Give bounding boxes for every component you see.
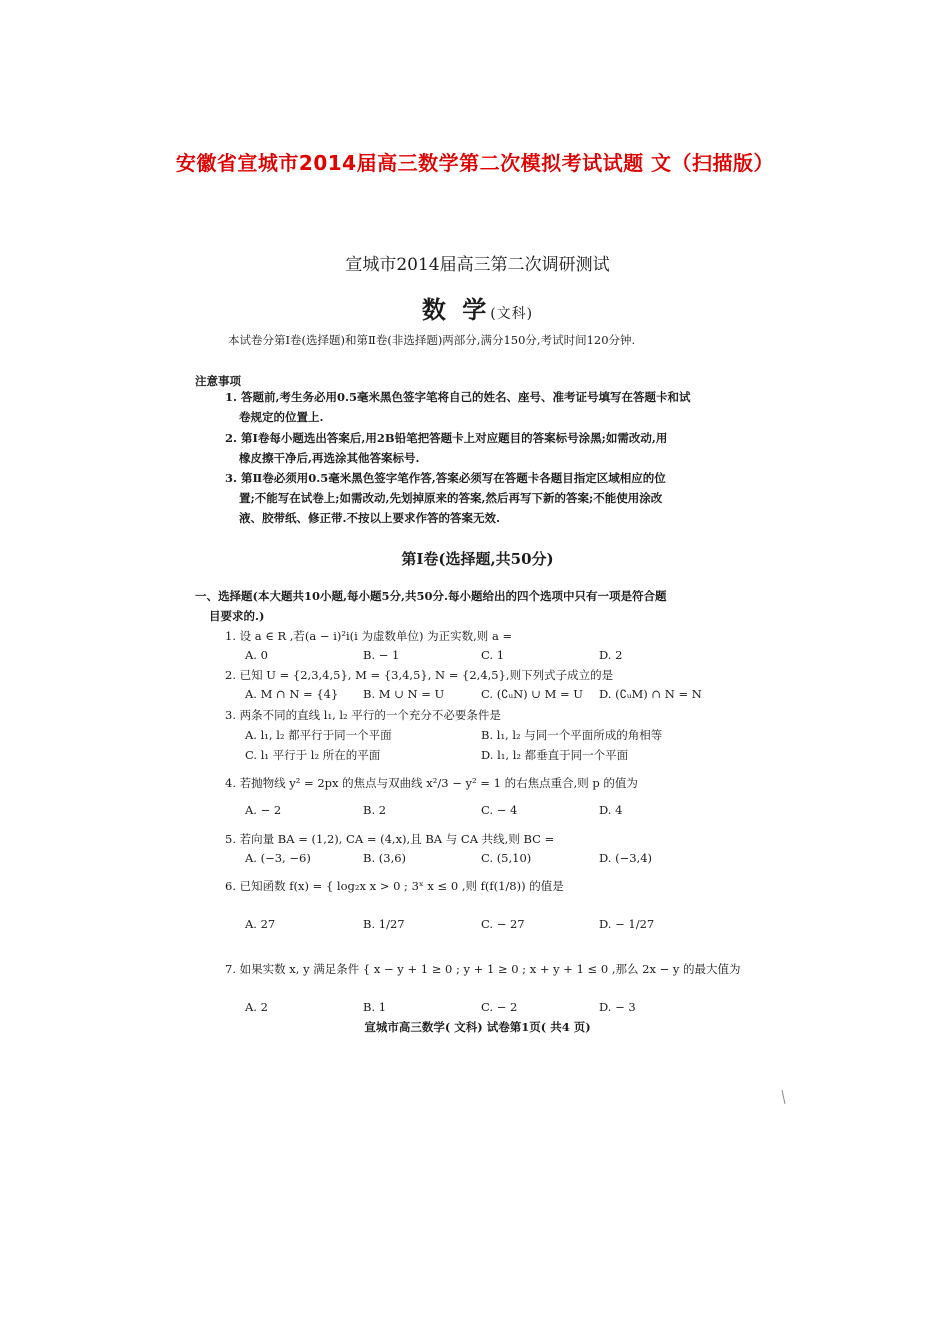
option-b: B. − 1	[363, 648, 400, 662]
notice-line: 3. 第Ⅱ卷必须用0.5毫米黑色签字笔作答,答案必须写在答题卡各题目指定区域相应的位	[225, 471, 666, 485]
subject-sub: (文科)	[490, 306, 534, 322]
question-stem: 5. 若向量 BA = (1,2), CA = (4,x),且 BA 与 CA 共线,则 BC =	[225, 832, 555, 846]
option-d: D. 4	[599, 803, 623, 817]
option-a: A. 27	[245, 917, 276, 931]
option-a: A. − 2	[245, 803, 282, 817]
notice-line: 置;不能写在试卷上;如需改动,先划掉原来的答案,然后再写下新的答案;不能使用涂改	[239, 491, 663, 505]
option-c: C. − 2	[481, 1000, 518, 1014]
notice-line: 液、胶带纸、修正带.不按以上要求作答的答案无效.	[239, 511, 501, 525]
part-line: 目要求的.)	[209, 609, 265, 623]
question-stem: 4. 若抛物线 y² = 2px 的焦点与双曲线 x²/3 − y² = 1 的右焦点重合,则 p 的值为	[225, 776, 638, 790]
document-title: 安徽省宣城市2014届高三数学第二次模拟考试试题 文（扫描版）	[175, 151, 775, 175]
option-d: D. − 1/27	[599, 917, 655, 931]
option-b: B. l₁, l₂ 与同一个平面所成的角相等	[481, 728, 663, 742]
option-d: D. − 3	[599, 1000, 636, 1014]
option-b: B. (3,6)	[363, 851, 407, 865]
notice-line: 2. 第Ⅰ卷每小题选出答案后,用2B铅笔把答题卡上对应题目的答案标号涂黑;如需改动,用	[225, 431, 668, 445]
option-c: C. 1	[481, 648, 505, 662]
option-b: B. 1	[363, 1000, 387, 1014]
section-title: 第Ⅰ卷(选择题,共50分)	[401, 550, 554, 568]
option-a: A. M ∩ N = {4}	[245, 687, 339, 701]
part-one-instructions	[195, 586, 666, 626]
option-c: C. l₁ 平行于 l₂ 所在的平面	[245, 748, 381, 762]
option-a: A. l₁, l₂ 都平行于同一个平面	[245, 728, 392, 742]
notice-item	[225, 468, 666, 528]
question-stem: 6. 已知函数 f(x) = { log₂x x > 0 ; 3ˣ x ≤ 0 ,则 f(f(1/8)) 的值是	[225, 879, 564, 893]
option-c: C. − 27	[481, 917, 525, 931]
exam-intro: 本试卷分第Ⅰ卷(选择题)和第Ⅱ卷(非选择题)两部分,满分150分,考试时间120分钟.	[228, 333, 636, 347]
option-d: D. (−3,4)	[599, 851, 653, 865]
scanned-exam-page	[195, 240, 760, 1050]
option-d: D. l₁, l₂ 都垂直于同一个平面	[481, 748, 629, 762]
notice-heading: 注意事项	[195, 374, 241, 388]
subject-name: 数 学	[421, 295, 491, 324]
option-c: C. (∁ᵤN) ∪ M = U	[481, 687, 584, 701]
option-d: D. 2	[599, 648, 623, 662]
option-b: B. M ∪ N = U	[363, 687, 445, 701]
notice-item	[225, 428, 667, 468]
option-b: B. 1/27	[363, 917, 405, 931]
scan-mark	[782, 1090, 786, 1104]
notice-line: 1. 答题前,考生务必用0.5毫米黑色签字笔将自己的姓名、座号、准考证号填写在答题卡和试	[225, 390, 691, 404]
notice-item	[225, 387, 691, 427]
option-c: C. − 4	[481, 803, 518, 817]
option-a: A. 0	[245, 648, 268, 662]
notice-line: 卷规定的位置上.	[239, 410, 324, 424]
question-stem: 3. 两条不同的直线 l₁, l₂ 平行的一个充分不必要条件是	[225, 708, 501, 722]
subject-heading	[195, 290, 760, 325]
option-c: C. (5,10)	[481, 851, 532, 865]
page-footer: 宣城市高三数学( 文科) 试卷第1页( 共4 页)	[364, 1020, 591, 1034]
question-stem: 2. 已知 U = {2,3,4,5}, M = {3,4,5}, N = {2,4,5},则下列式子成立的是	[225, 668, 614, 682]
question-stem: 1. 设 a ∈ R ,若(a − i)²i(i 为虚数单位) 为正实数,则 a =	[225, 629, 513, 643]
part-line: 一、选择题(本大题共10小题,每小题5分,共50分.每小题给出的四个选项中只有一项是符合题	[195, 589, 667, 603]
option-a: A. (−3, −6)	[245, 851, 311, 865]
question-stem: 7. 如果实数 x, y 满足条件 { x − y + 1 ≥ 0 ; y + 1 ≥ 0 ; x + y + 1 ≤ 0 ,那么 2x − y 的最大值为	[225, 962, 741, 976]
exam-title: 宣城市2014届高三第二次调研测试	[345, 255, 610, 275]
notice-line: 橡皮擦干净后,再选涂其他答案标号.	[239, 451, 420, 465]
option-d: D. (∁ᵤM) ∩ N = N	[599, 687, 702, 701]
option-a: A. 2	[245, 1000, 268, 1014]
option-b: B. 2	[363, 803, 387, 817]
